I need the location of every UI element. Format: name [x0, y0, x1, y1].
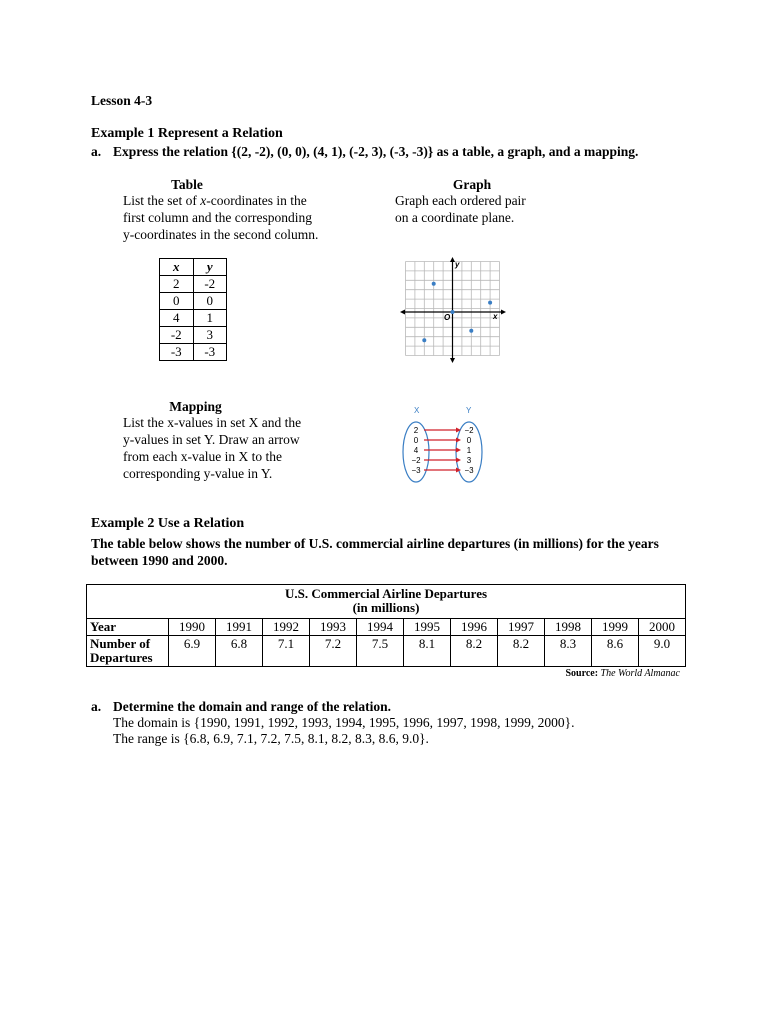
mapping-y-value: 0	[466, 436, 472, 445]
year-cell: 2000	[639, 619, 686, 636]
xy-cell-y: 3	[193, 327, 227, 344]
mapping-heading: Mapping	[169, 399, 222, 414]
xy-table-row	[160, 293, 227, 310]
table-desc-line-2: first column and the corresponding	[123, 210, 312, 225]
year-cell: 1996	[451, 619, 498, 636]
source-name: The World Almanac	[600, 668, 680, 679]
departures-cell: 7.1	[263, 636, 310, 667]
mapping-x-value: 4	[413, 446, 419, 455]
xy-cell-x: 2	[160, 276, 194, 293]
mapping-desc-line-3: from each x-value in X to the	[123, 449, 282, 464]
example1-part-a-label: a.	[91, 144, 102, 159]
departures-table-title: U.S. Commercial Airline Departures	[284, 586, 488, 601]
departures-table-subtitle: (in millions)	[352, 600, 420, 615]
example2-heading: Example 2 Use a Relation	[91, 516, 245, 531]
example1-heading: Example 1 Represent a Relation	[91, 126, 283, 141]
mapping-y-value: 1	[466, 446, 472, 455]
departures-title-row	[87, 585, 686, 619]
mapping-y-value: −3	[464, 466, 474, 475]
domain-text: The domain is {1990, 1991, 1992, 1993, 1994, 1995, 1996, 1997, 1998, 1999, 2000}.	[113, 715, 575, 730]
xy-cell-y: 0	[193, 293, 227, 310]
mapping-arrowhead	[456, 448, 461, 453]
departures-table	[86, 584, 686, 667]
mapping-set-y-label: Y	[466, 406, 472, 415]
xy-table-header-y: y	[193, 259, 227, 276]
mapping-desc-line-2: y-values in set Y. Draw an arrow	[123, 432, 300, 447]
mapping-x-value: −3	[411, 466, 421, 475]
year-cell: 1995	[404, 619, 451, 636]
example1-part-a-text: Express the relation {(2, -2), (0, 0), (4, 1), (-2, 3), (-3, -3)} as a table, a graph, and a mapping.	[113, 144, 639, 159]
table-desc-line-1-text: List the set of x-coordinates in the	[123, 193, 307, 208]
xy-table-row	[160, 344, 227, 361]
mapping-desc-line-1: List the x-values in set X and the	[123, 415, 302, 430]
graph-origin-label: O	[444, 313, 451, 322]
mapping-content	[411, 426, 474, 475]
mapping-y-value: −2	[464, 426, 474, 435]
xy-cell-x: 4	[160, 310, 194, 327]
mapping-x-value: 2	[413, 426, 419, 435]
graph-point	[432, 282, 436, 286]
graph-desc-line-2: on a coordinate plane.	[395, 210, 515, 225]
mapping-diagram	[393, 402, 493, 486]
xy-table-row	[160, 310, 227, 327]
year-cell: 1991	[216, 619, 263, 636]
range-text: The range is {6.8, 6.9, 7.1, 7.2, 7.5, 8.1, 8.2, 8.3, 8.6, 9.0}.	[113, 731, 429, 746]
departures-row-label-line-2: Departures	[90, 650, 153, 665]
year-cell: 1990	[169, 619, 216, 636]
graph-description	[395, 192, 595, 226]
source-label: Source:	[565, 668, 599, 679]
departures-cell: 7.5	[357, 636, 404, 667]
table-desc-line-3: y-coordinates in the second column.	[123, 227, 319, 242]
year-cell: 1994	[357, 619, 404, 636]
mapping-set-x-label: X	[414, 406, 420, 415]
table-description	[123, 192, 353, 243]
xy-table-header-row	[160, 259, 227, 276]
departures-row-label	[87, 636, 169, 667]
example2-intro: The table below shows the number of U.S. commercial airline departures (in millions) for the years between 1990 and 2000.	[91, 536, 659, 568]
mapping-y-value: 3	[466, 456, 472, 465]
mapping-x-value: −2	[411, 456, 421, 465]
graph-y-axis-arrow-bottom	[450, 358, 455, 363]
graph-x-axis-label: x	[493, 312, 498, 321]
table-heading: Table	[171, 177, 203, 192]
year-cell: 1999	[592, 619, 639, 636]
year-cell: 1998	[545, 619, 592, 636]
mapping-arrowhead	[456, 438, 461, 443]
xy-cell-y: 1	[193, 310, 227, 327]
departures-table-title-cell	[87, 585, 686, 619]
lesson-title: Lesson 4-3	[91, 93, 153, 108]
example2-part-a-question: Determine the domain and range of the relation.	[113, 699, 391, 714]
xy-cell-x: -2	[160, 327, 194, 344]
mapping-x-value: 0	[413, 436, 419, 445]
table-desc-line-1	[123, 192, 353, 209]
departures-cell: 8.2	[498, 636, 545, 667]
xy-cell-x: 0	[160, 293, 194, 310]
graph-x-axis-arrow-left	[400, 310, 405, 315]
xy-cell-y: -2	[193, 276, 227, 293]
departures-cell: 6.9	[169, 636, 216, 667]
departures-cell: 8.6	[592, 636, 639, 667]
mapping-arrowhead	[456, 458, 461, 463]
graph-point	[488, 301, 492, 305]
mapping-desc-line-4: corresponding y-value in Y.	[123, 466, 273, 481]
coordinate-graph	[400, 256, 510, 366]
example2-part-a-label: a.	[91, 699, 102, 714]
mapping-arrowhead	[456, 428, 461, 433]
departures-value-row	[87, 636, 686, 667]
xy-cell-y: -3	[193, 344, 227, 361]
year-cell: 1993	[310, 619, 357, 636]
departures-cell: 8.1	[404, 636, 451, 667]
year-cell: 1992	[263, 619, 310, 636]
graph-point	[469, 329, 473, 333]
xy-table-row	[160, 327, 227, 344]
graph-desc-line-1: Graph each ordered pair	[395, 193, 526, 208]
xy-cell-x: -3	[160, 344, 194, 361]
xy-table-header-x: x	[160, 259, 194, 276]
xy-table-row	[160, 276, 227, 293]
graph-point	[451, 310, 455, 314]
graph-y-axis-label: y	[455, 260, 460, 269]
departures-cell: 8.3	[545, 636, 592, 667]
departures-cell: 9.0	[639, 636, 686, 667]
departures-row-label-line-1: Number of	[90, 636, 151, 651]
xy-table	[159, 258, 227, 361]
departures-year-row	[87, 619, 686, 636]
graph-x-axis-arrow-right	[501, 310, 506, 315]
graph-point	[422, 338, 426, 342]
departures-cell: 6.8	[216, 636, 263, 667]
departures-cell: 8.2	[451, 636, 498, 667]
graph-heading: Graph	[452, 177, 492, 192]
mapping-description	[123, 414, 353, 482]
table-source	[420, 668, 680, 679]
departures-cell: 7.2	[310, 636, 357, 667]
year-row-label: Year	[87, 619, 169, 636]
year-cell: 1997	[498, 619, 545, 636]
